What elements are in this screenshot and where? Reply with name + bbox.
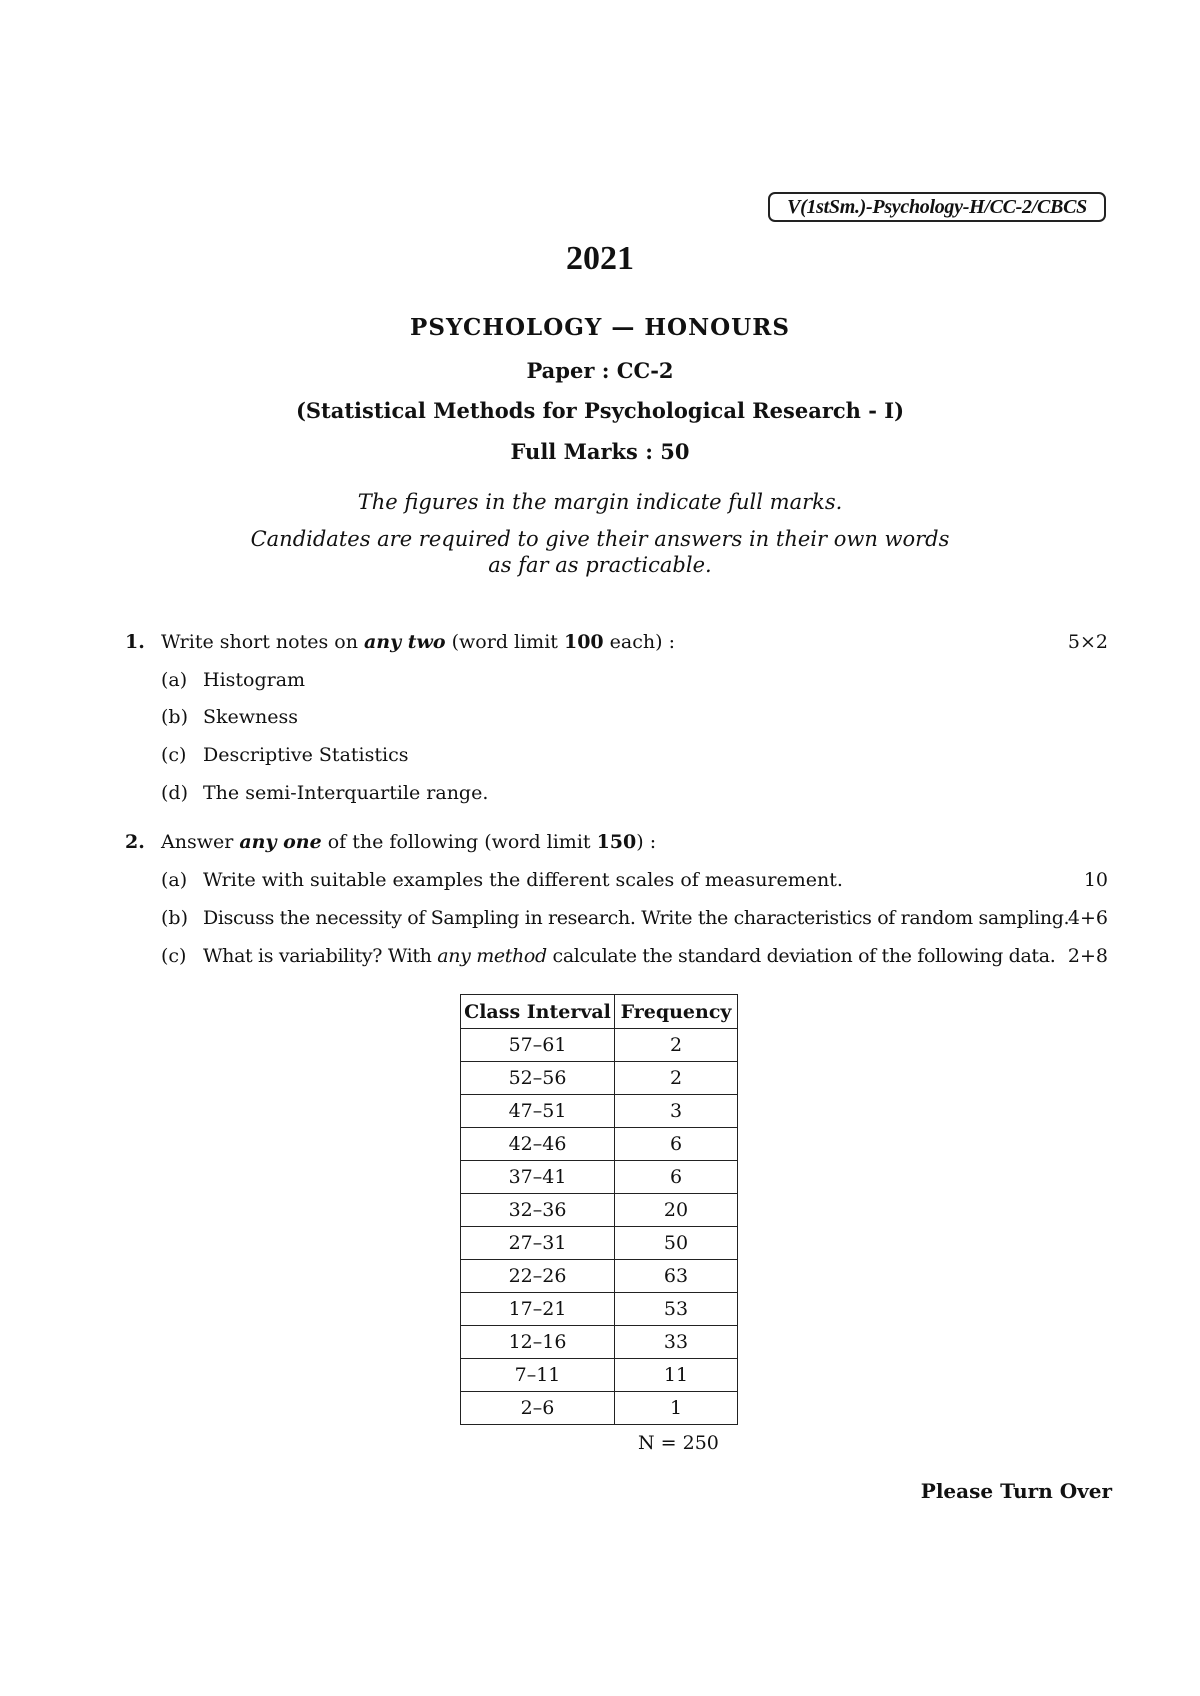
- table-row: 42–46 6: [461, 1128, 738, 1161]
- sub-question: (a) Histogram: [161, 669, 306, 691]
- question-number: 1.: [125, 631, 145, 653]
- sub-question: (c) Descriptive Statistics: [161, 744, 409, 766]
- question-text: Write short notes on any two (word limit 100 each) :: [161, 631, 675, 653]
- table-row: 2–6 1: [461, 1392, 738, 1425]
- instruction-margin: The figures in the margin indicate full marks.: [357, 490, 843, 514]
- table-row: 17–21 53: [461, 1293, 738, 1326]
- please-turn-over: Please Turn Over: [920, 1479, 1112, 1503]
- paper-code-box: V(1stSm.)-Psychology-H/CC-2/CBCS: [768, 192, 1106, 222]
- instruction-own-words: Candidates are required to give their answers in their own words: [250, 527, 950, 551]
- paper-label: Paper : CC-2: [526, 358, 674, 383]
- table-row: 57–61 2: [461, 1029, 738, 1062]
- question-number: 2.: [125, 831, 145, 853]
- subject-title: PSYCHOLOGY — HONOURS: [410, 314, 790, 341]
- table-row: 47–51 3: [461, 1095, 738, 1128]
- table-row: 32–36 20: [461, 1194, 738, 1227]
- instruction-practicable: as far as practicable.: [488, 553, 712, 577]
- table-header-row: [461, 995, 738, 1029]
- question-marks: 2+8: [1067, 945, 1108, 967]
- sub-question: (d) The semi-Interquartile range.: [161, 782, 489, 804]
- table-row: 37–41 6: [461, 1161, 738, 1194]
- full-marks: Full Marks : 50: [510, 439, 690, 464]
- course-title: (Statistical Methods for Psychological Research - I): [295, 398, 905, 423]
- question-text: Answer any one of the following (word limit 150) :: [161, 831, 657, 853]
- sub-question: (a) Write with suitable examples the different scales of measurement. 10: [161, 869, 1108, 891]
- column-header-frequency: Frequency: [615, 995, 738, 1029]
- frequency-table: [460, 994, 738, 1425]
- table-total: N = 250: [638, 1432, 719, 1454]
- table-row: 12–16 33: [461, 1326, 738, 1359]
- question-2: [0, 829, 1200, 855]
- exam-year: 2021: [566, 240, 634, 277]
- sub-question: (c) What is variability? With any method calculate the standard deviation of the following data. 2+8: [161, 945, 1108, 967]
- question-1: [0, 629, 1200, 655]
- column-header-class-interval: Class Interval: [461, 995, 615, 1029]
- sub-question: (b) Discuss the necessity of Sampling in research. Write the characteristics of random sampling. 4+6: [161, 907, 1108, 929]
- question-marks: 5×2: [1067, 631, 1108, 653]
- table-row: 52–56 2: [461, 1062, 738, 1095]
- table-row: 27–31 50: [461, 1227, 738, 1260]
- sub-question: (b) Skewness: [161, 706, 299, 728]
- table-row: 22–26 63: [461, 1260, 738, 1293]
- table-row: 7–11 11: [461, 1359, 738, 1392]
- question-marks: 10: [1083, 869, 1108, 891]
- question-marks: 4+6: [1067, 907, 1108, 929]
